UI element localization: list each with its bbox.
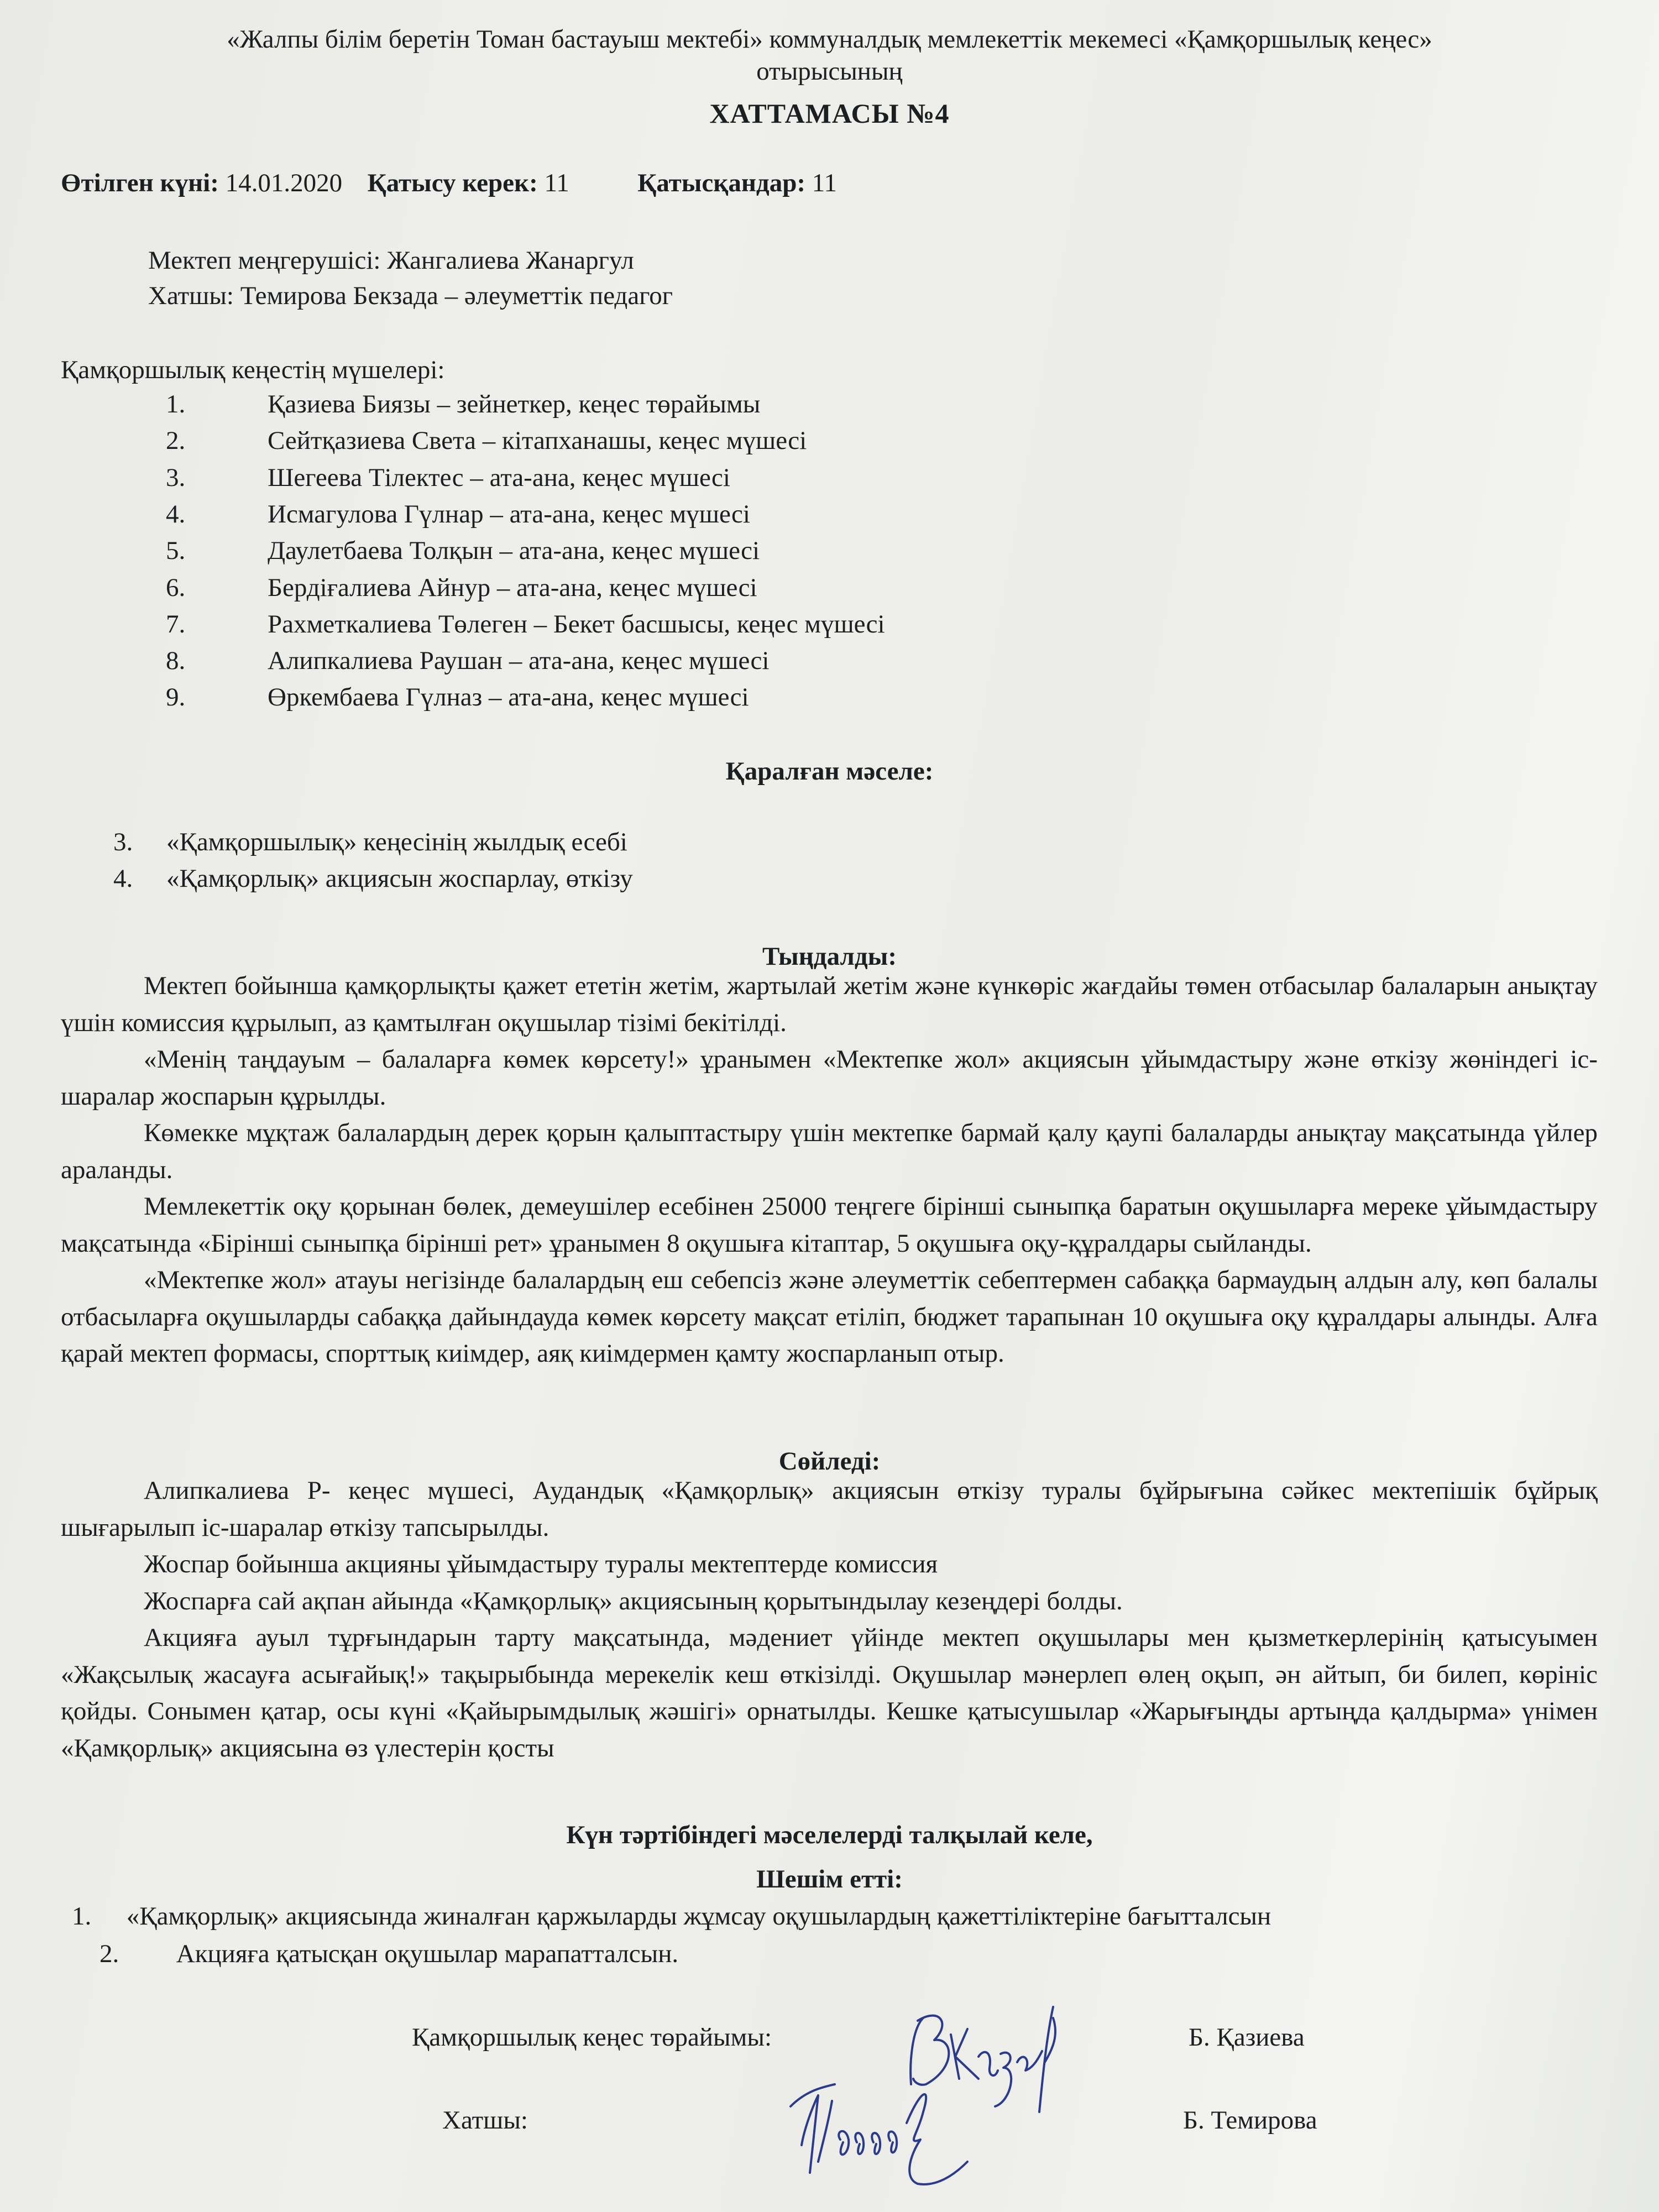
member-number: 8. bbox=[166, 646, 186, 676]
member-item bbox=[166, 684, 749, 710]
heard-paragraph: Көмекке мұқтаж балалардың дерек қорын қалыптастыру үшін мектепке бармай қалу қаупі балаларды анықтау мақсатында үйлер араланды. bbox=[61, 1118, 1598, 1184]
member-text: Рахметкалиева Төлеген – Бекет басшысы, кеңес мүшесі bbox=[268, 609, 885, 639]
date-value: 14.01.2020 bbox=[225, 169, 343, 197]
member-number: 4. bbox=[166, 499, 186, 529]
member-number: 7. bbox=[166, 609, 186, 639]
heard-heading: Тыңдалды: bbox=[762, 942, 897, 971]
issue-item bbox=[113, 829, 627, 855]
decision-item-number: 1. bbox=[72, 1902, 92, 1931]
issue-item bbox=[113, 866, 633, 892]
member-item bbox=[166, 538, 760, 564]
present-label: Қатысқандар: bbox=[637, 169, 805, 197]
secretary-signature-image bbox=[785, 2079, 1039, 2200]
member-text: Даулетбаева Толқын – ата-ана, кеңес мүшесі bbox=[268, 536, 760, 566]
decision-item-text: «Қамқорлық» акциясында жиналған қаржыларды жұмсау оқушылардың қажеттіліктеріне бағытталсын bbox=[126, 1902, 1271, 1931]
secretary-line: Хатшы: Темирова Бекзада – әлеуметтік педагог bbox=[148, 281, 673, 310]
member-item bbox=[166, 465, 730, 491]
member-item bbox=[166, 501, 750, 527]
member-text: Қазиева Биязы – зейнеткер, кеңес төрайымы bbox=[268, 390, 761, 419]
signature-stroke bbox=[1039, 2007, 1055, 2112]
spoke-paragraph: Алипкалиева Р- кеңес мүшесі, Аудандық «Қамқорлық» акциясын өткізу туралы бұйрығына сәйкес мектепішік бұйрық шығарылып іс-шаралар өткізу тапсырылды. bbox=[61, 1476, 1598, 1542]
present-value: 11 bbox=[812, 169, 838, 197]
decision-item bbox=[72, 1904, 1271, 1929]
member-number: 1. bbox=[166, 390, 186, 419]
decision-item bbox=[100, 1941, 678, 1967]
member-text: Исмагулова Гүлнар – ата-ана, кеңес мүшесі bbox=[268, 499, 750, 529]
heard-section bbox=[61, 968, 1598, 1372]
header-institution: «Жалпы білім беретін Томан бастауыш мектебі» коммуналдық мемлекеттік мекемесі «Қамқоршылық кеңес» bbox=[227, 25, 1432, 54]
member-item bbox=[166, 428, 807, 454]
spoke-heading: Сөйледі: bbox=[778, 1447, 881, 1476]
signature-stroke bbox=[951, 2029, 998, 2079]
signature-stroke bbox=[791, 2084, 835, 2173]
chair-label: Қамқоршылық кеңес төрайымы: bbox=[412, 2023, 772, 2052]
meta-line bbox=[61, 170, 837, 196]
member-item bbox=[166, 575, 757, 601]
member-number: 5. bbox=[166, 536, 186, 566]
signature-stroke bbox=[839, 2131, 897, 2155]
member-item bbox=[166, 611, 885, 637]
member-text: Сейтқазиева Света – кітапханашы, кеңес мүшесі bbox=[268, 426, 807, 456]
required-label: Қатысу керек: bbox=[367, 169, 538, 197]
member-item bbox=[166, 648, 769, 674]
issue-number: 4. bbox=[113, 864, 133, 893]
member-text: Алипкалиева Раушан – ата-ана, кеңес мүшесі bbox=[268, 646, 770, 676]
signature-stroke bbox=[907, 2094, 967, 2184]
heard-paragraph: «Мектепке жол» атауы негізінде балалардың еш себепсіз және әлеуметтік себептермен сабаққа бармаудың алдын алу, көп балалы отбасыларға оқушыларды сабаққа дайындауда көмек көрсету мақсат етіліп, бюджет тарапынан 10 оқушыға оқу құралдары алынды. Алға қарай мектеп формасы, спорттық киімдер, аяқ киімдермен қамту жоспарланып отыр. bbox=[61, 1266, 1598, 1368]
secretary-label: Хатшы: bbox=[442, 2106, 528, 2135]
date-label: Өтілген күні: bbox=[61, 169, 219, 197]
member-number: 2. bbox=[166, 426, 186, 456]
issue-number: 3. bbox=[113, 828, 133, 856]
heard-paragraph: «Менің таңдауым – балаларға көмек көрсету!» ұранымен «Мектепке жол» акциясын ұйымдастыру және өткізу жөніндегі іс-шаралар жоспарын құрылды. bbox=[61, 1045, 1598, 1111]
issue-text: «Қамқорлық» акциясын жоспарлау, өткізу bbox=[166, 864, 633, 893]
heard-paragraph: Мектеп бойынша қамқорлықты қажет ететін жетім, жартылай жетім және күнкөріс жағдайы төмен отбасылар балаларын анықтау үшін комиссия құрылып, аз қамтылған оқушылар тізімі бекітілді. bbox=[61, 971, 1598, 1037]
decision-heading: Шешім етті: bbox=[756, 1865, 903, 1894]
member-text: Шегеева Тілектес – ата-ана, кеңес мүшесі bbox=[268, 463, 730, 492]
member-number: 9. bbox=[166, 683, 186, 712]
issue-text: «Қамқоршылық» кеңесінің жылдық есебі bbox=[166, 828, 627, 856]
decision-item-text: Акцияға қатысқан оқушылар марапатталсын. bbox=[176, 1939, 679, 1968]
document-title: ХАТТАМАСЫ №4 bbox=[709, 98, 950, 129]
required-value: 11 bbox=[544, 169, 569, 197]
member-item bbox=[166, 391, 760, 417]
decision-intro: Күн тәртібіндегі мәселелерді талқылай келе, bbox=[566, 1821, 1093, 1849]
member-text: Өркембаева Гүлназ – ата-ана, кеңес мүшесі bbox=[268, 683, 749, 712]
spoke-paragraph: Жоспар бойынша акцияны ұйымдастыру туралы мектептерде комиссия bbox=[144, 1550, 938, 1578]
spoke-paragraph: Жоспарға сай ақпан айында «Қамқорлық» акциясының қорытындылау кезеңдері болды. bbox=[144, 1586, 1123, 1615]
spoke-paragraph: Акцияға ауыл тұрғындарын тарту мақсатында, мәдениет үйінде мектеп оқушылары мен қызметкерлерінің қатысуымен «Жақсылық жасауға асығайық!» тақырыбында мерекелік кеш өткізілді. Оқушылар мәнерлеп өлең оқып, ән айтып, би билеп, көрініс қойды. Сонымен қатар, осы күні «Қайырымдылық жәшігі» орнатылды. Кешке қатысушылар «Жарығыңды артыңда қалдырма» үнімен «Қамқорлық» акциясына өз үлестерін қосты bbox=[61, 1623, 1598, 1763]
chair-name: Б. Қазиева bbox=[1189, 2023, 1305, 2052]
issues-heading: Қаралған мәселе: bbox=[725, 757, 934, 786]
heard-paragraph: Мемлекеттік оқу қорынан бөлек, демеушілер есебінен 25000 теңгеге бірінші сыныпқа баратын оқушыларға мереке ұйымдастыру мақсатында «Бірінші сыныпқа бірінші рет» ұранымен 8 оқушыға кітаптар, 5 оқушыға оқу-құралдары сыйланды. bbox=[61, 1192, 1598, 1258]
members-heading: Қамқоршылық кеңестің мүшелері: bbox=[61, 355, 445, 384]
secretary-name: Б. Темирова bbox=[1183, 2106, 1317, 2135]
director-line: Мектеп меңгерушісі: Жангалиева Жанаргул bbox=[148, 246, 634, 275]
member-number: 6. bbox=[166, 573, 186, 602]
signature-stroke bbox=[910, 2016, 949, 2085]
spoke-section bbox=[61, 1472, 1598, 1766]
header-meeting: отырысының bbox=[756, 57, 903, 86]
member-number: 3. bbox=[166, 463, 186, 492]
member-text: Бердіғалиева Айнур – ата-ана, кеңес мүшесі bbox=[268, 573, 757, 602]
decision-item-number: 2. bbox=[100, 1939, 119, 1968]
